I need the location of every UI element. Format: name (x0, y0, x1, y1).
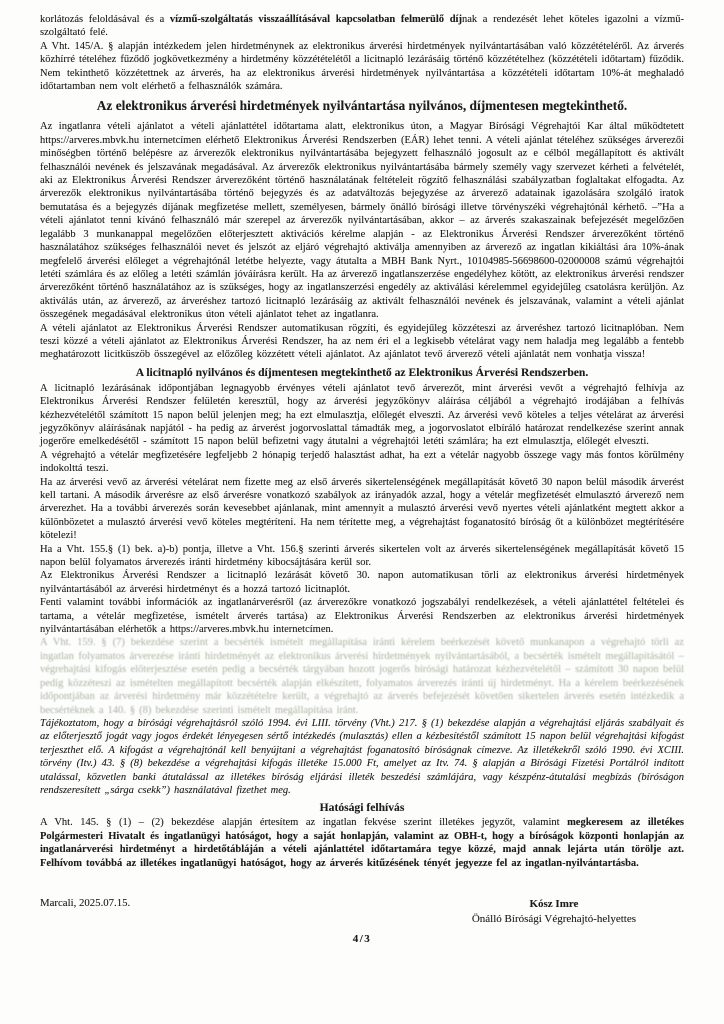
paragraph-payment-deferral: A végrehajtó a vételár megfizetésére legfeljebb 2 hónapig terjedő halasztást adhat, ha ezt a vételár nagyobb összege vagy más fontos körülmény indokolttá teszi. (40, 449, 684, 475)
document-footer (40, 897, 684, 927)
signer-title: Önálló Bírósági Végrehajtó-helyettes (471, 912, 636, 925)
text-segment: A Vht. 145. § (1) – (2) bekezdése alapján értesítem az ingatlan fekvése szerint illetékes jegyzőt, valamint (40, 817, 568, 829)
paragraph-continuous-auction: Ha a Vht. 155.§ (1) bek. a)-b) pontja, illetve a Vht. 156.§ szerinti árverés sikertelen volt az árverés sikertelenségének megállapítását követő 15 napon belül folyamatos árverezés iránti hirdetmény kibocsájtására kerül sor. (40, 543, 684, 569)
paragraph-water-service (40, 13, 684, 40)
signature-block (472, 897, 636, 927)
paragraph-ear-recording: A vételi ajánlatot az Elektronikus Árverési Rendszer automatikusan rögzíti, és egyidejűleg közzéteszi az árveréshez tartozó licitnaplóban. Nem teszi közzé a vételi ajánlatot az Elektronikus Árverési Rendszer, ha az nem éri el a legkisebb vételárat vagy nem haladja meg legalább a fentebb meghatározott licitküszöb összegével az előzőleg közzétett vételi ajánlatot. Az ajánlatot tevő árverező vételi ajánlatát nem vonhatja vissza! (40, 322, 684, 361)
paragraph-authority-call (40, 816, 684, 870)
paragraph-faded-vht-159: A Vht. 159. § (7) bekezdése szerint a becsérték ismételt megállapítása iránti kérelem beérkezését követő munkanapon a végrehajtó törli az ingatlan folyamatos árverezése iránti hirdetményét az elektronikus árverési hirdetmények nyilvántartásából, a becsérték ismételt megállapításától – végrehajtási kifogás előterjesztése esetén pedig a becsérték tárgyában hozott jogerős bírósági határozat kézhezvételétől – számított 30 napon belül pedig közzéteszi az ismételten megállapított becsérték alapján elkészített, folyamatos árverezés iránti új hirdetményt. Ha a kérelem beérkezésének időpontjában az árverési hirdetmény már közzétételre került, a végrehajtó az árverés befejezését követően sikertelen árverés esetén intézkedik a becsértéknek a 140. § (8) bekezdése szerinti ismételt megállapítása iránt. (40, 637, 684, 716)
signer-name: Kósz Imre (529, 897, 579, 910)
text-segment-bold: vízmű-szolgáltatás visszaállításával kapcsolatban felmerülő díj (169, 14, 462, 25)
section-heading-authority-call: Hatósági felhívás (319, 801, 405, 815)
paragraph-legal-remedy-notice: Tájékoztatom, hogy a bírósági végrehajtásról szóló 1994. évi LIII. törvény (Vht.) 217. § (1) bekezdése alapján a végrehajtási eljárás szabályait és az előterjesztő jogát vagy jogos érdekét lényegesen sértő intézkedés (mulasztás) ellen a kézbesítéstől számított 15 napon belül végrehajtási kifogást terjeszthet elő. A kifogást a végrehajtónál kell benyújtani a végrehajtást foganatosító bíróságnak címezve. Az illetékekről szóló 1990. évi XCIII. törvény (Itv.) 43. § (8) bekezdése a végrehajtási kifogás illetéke 15.000 Ft, amelyet az Itv. 74. § alapján a Bírósági Fizetési Portálról indított utalással, közvetlen banki átutalással az illetékes bíróság eljárási illeték beszedési számlájára, vagy készpénz-átutalási megbízás (bíróságon rendszeresített „sárga csekk”) használatával fizethet meg. (40, 717, 684, 796)
page-number: 4/3 (352, 932, 372, 945)
text-segment: nak a rendezését lehet köteles igazolni a vízmű-szolgáltató felé. (40, 14, 684, 39)
text-segment: korlátozás feloldásával és a (40, 14, 170, 25)
paragraph-ear-bidding: Az ingatlanra vételi ajánlatot a vételi ajánlattétel időtartama alatt, elektronikus úton, a Magyar Bírósági Végrehajtói Kar által működtetett https://arveres.mbvk.hu internetcímen elérhető Elektronikus Árverési Rendszerben (EÁR) lehet tenni. A vételi ajánlat tételéhez szükséges árverezői minőségben történő belépésre az árverezők elektronikus nyilvántartásába bejegyzett felhasználó jogosult az e célból megállapított és aktivált felhasználói nevének és jelszavának megadásával. Az árverezők elektronikus nyilvántartásába bármely személy vagy szervezet kérheti a felvételét, aki az Elektronikus Árverési Rendszer árverezőként történő használatának feltételeit rögzítő felhasználási szabályzatban foglaltakat elfogadta. Az árverezők elektronikus nyilvántartásába történő bejegyzés és az adatváltozás bejegyzése az árverező adatainak igazolására szolgáló iratok bemutatása és a bejegyzés díjának megfizetése mellett, személyesen, bármely önálló bírósági illetve törvényszéki végrehajtónál kérhető. –”Ha a vételi ajánlatot tenni kívánó felhasználó már szerepel az árverezők nyilvántartásában, akkor – az árverés szakaszainak befejezését megelőzően legalább 3 munkanappal megelőzően előterjesztett aktivációs kérelme alapján - az Elektronikus Árverési Rendszer árverezőként történő használatához szükséges felhasználói nevet és jelszót az eljáró végrehajtó aktiválja amennyiben az árverező az ingatlan kikiáltási ára 10%-ának megfelelő árverési előleget a végrehajtónál letétbe helyezte, vagy átutalta a MBH Bank Nyrt., 10104985-56698600-02000008 számú végrehajtói letéti számlára és az előleg a letéti számlán jóváírásra került. Ha az árverező ingatlanszerzése engedélyhez kötött, az elektronikus árverési rendszer árverezőként történő használatához az is szükséges, hogy az ingatlanszerzési engedély az aktiválási kérelemmel egyidejűleg csatolásra kerüljön. Az aktiválás után, az árverező, az árveréshez tartozó licitnapló lezárásáig az aktivált felhasználói nevének és jelszavának, valamint a vételi ajánlat összegének megadásával elektronikus úton vételi ajánlatot tehet az ingatlanra. (40, 121, 684, 321)
document-date: Marcali, 2025.07.15. (40, 896, 131, 909)
paragraph-auto-deletion: Az Elektronikus Árverési Rendszer a licitnapló lezárását követő 30. napon automatikusan törli az elektronikus árverési hirdetmények nyilvántartásából az árverési hirdetményt és a hozzá tartozó licitnaplót. (40, 570, 684, 595)
section-heading-licitnaplo-public: A licitnapló nyilvános és díjmentesen megtekinthető az Elektronikus Árverési Rendszerben. (135, 365, 589, 379)
paragraph-further-information: Fenti valamint további információk az ingatlanárverésről (az árverezőkre vonatkozó jogszabályi rendelkezések, a vételi ajánlattétel feltételei és tartama, a vételár megfizetése, ismételt árverés tartása) az Elektronikus Árverési Rendszerben az elektronikus árverési hirdetmények nyilvántartásában elérhetők a https://arveres.mbvk.hu internetcímen. (40, 597, 684, 636)
paragraph-vht-145a: A Vht. 145/A. § alapján intézkedem jelen hirdetménynek az elektronikus árverési hirdetmények nyilvántartásában való közzétételéről. Az árverés közhírré tételéhez fűződő jogkövetkezmény a hirdetmény közzétételétől a licitnapló lezárásáig történő közzétételhez (közzétételi időtartam) fűződik. Nem tekinthető közzétettnek az árverés, ha az elektronikus árverési hirdetmények nyilvántartása a közzétételi időtartam 10%-át meghaladó időtartamban nem volt elérhető a felhasználók számára. (40, 40, 684, 93)
paragraph-second-auction: Ha az árverési vevő az árverési vételárat nem fizette meg az első árverés sikertelenségének megállapítását követő 30 napon belül második árverést kell tartani. A második árverésre az első árverésre vonatkozó szabályok az irányadók azzal, hogy a vételár megfizetését elmulasztó árverező nem árverezhet. Ha a további árverezés során kevesebbet ajánlanak, mint amennyit a mulasztó árverési vevő nyertes vételi ajánlatként megtett akkor a különbözetet a mulasztó árverési vevő köteles megtéríteni. Ha nem térítette meg, a végrehajtást foganatosító bíróság őt a különbözet megtérítésére kötelezi! (40, 476, 684, 542)
paragraph-winning-bidder: A licitnapló lezárásának időpontjában legnagyobb érvényes vételi ajánlatot tevő árverezőt, mint árverési vevőt a végrehajtó felhívja az Elektronikus Árverési Rendszer felületén keresztül, hogy az árverési jegyzőkönyv aláírása céljából a végrehajtó irodájában a felhívás kézhezvételétől számított 15 napon belül jelenjen meg; ha ezt elmulasztja, előlegét elveszti. Az árverési vevő köteles a teljes vételárat az árverési jegyzőkönyv aláírásának napjától - ha pedig az árverést jogorvoslattal támadták meg, a jogorvoslatot elbíráló határozat rendelkezése szerint annak jogerőre emelkedésétől - számított 15 napon belül befizetni vagy átutalni a végrehajtói letéti számlára; ha ezt elmulasztja, előlegét elveszti. (40, 382, 684, 448)
section-heading-registry-public: Az elektronikus árverési hirdetmények nyilvántartása nyilvános, díjmentesen megtekinthető. (96, 98, 628, 114)
text-segment-bold: megkeresem az illetékes Polgármesteri Hivatalt és ingatlanügyi hatóságot, hogy a saját honlapján, valamint az OBH-t, hogy a bíróságok központi honlapján az ingatlanárverési hirdetményt a hirdetőtábláján a vételi ajánlattétel időtartamára tegye közzé, majd annak lejárta után törölje azt. Felhívom továbbá az illetékes ingatlanügyi hatóságot, hogy az árverés kitűzésének tényét jegyezze fel az ingatlan-nyilvántartásba. (40, 817, 684, 869)
